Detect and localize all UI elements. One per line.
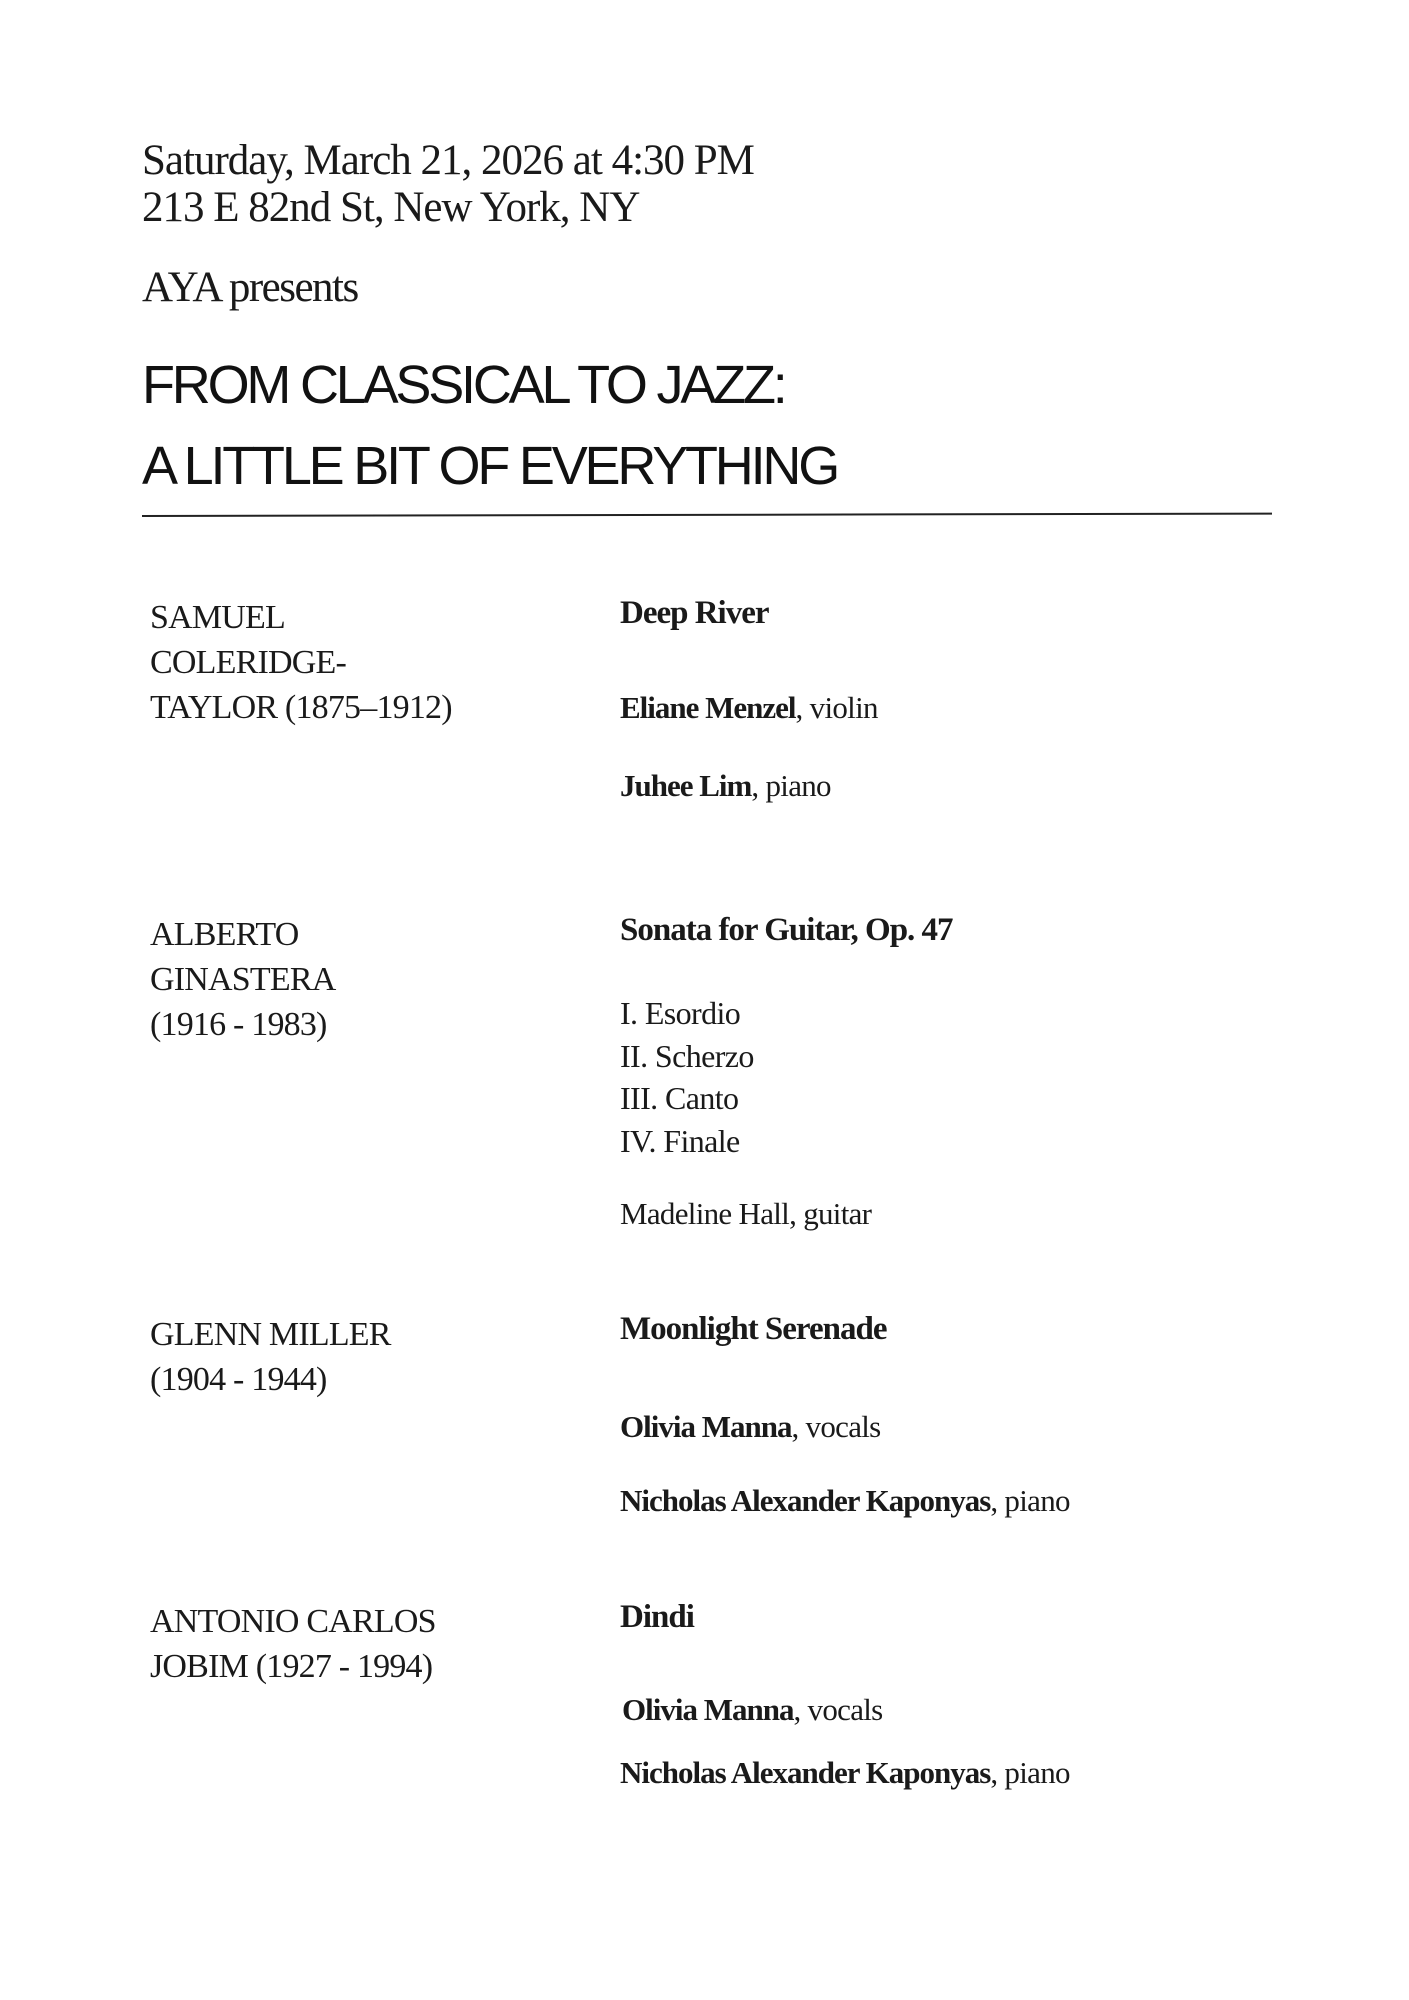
composer-line: COLERIDGE- [150,644,346,681]
movement-item: IV. Finale [620,1122,740,1159]
composer-line: ALBERTO [150,916,299,953]
performer-role: , piano [990,1755,1070,1790]
movement-item: III. Canto [620,1080,739,1117]
performer-line [620,688,878,728]
event-datetime: Saturday, March 21, 2026 at 4:30 PM [142,137,754,184]
performer-role: , vocals [793,1692,883,1727]
performer-role: , violin [795,690,878,725]
composer-line: GINASTERA [150,961,336,998]
composer-line: SAMUEL [150,599,285,636]
composer-line: TAYLOR (1875–1912) [150,689,452,726]
presenter-line: AYA presents [142,264,358,311]
performer-line [620,1753,1070,1793]
piece-title-deep-river: Deep River [620,595,769,631]
performer-name: Juhee Lim [620,768,752,803]
performer-line: Madeline Hall, guitar [620,1196,872,1231]
composer-jobim [150,1599,436,1689]
composer-ginastera [150,912,335,1047]
composer-glenn-miller [150,1312,391,1402]
performer-line [620,1481,1070,1521]
performer-line [622,1690,883,1730]
movement-list [620,992,754,1162]
composer-line: JOBIM (1927 - 1994) [150,1648,433,1685]
piece-title-dindi: Dindi [620,1599,694,1635]
performer-name: Nicholas Alexander Kaponyas [620,1755,991,1790]
performer-name: Eliane Menzel [620,690,796,725]
composer-line: (1916 - 1983) [150,1006,327,1043]
piece-title-guitar-sonata: Sonata for Guitar, Op. 47 [620,912,953,948]
performer-line [620,1407,881,1447]
performer-role: , piano [751,768,831,803]
performer-line [620,766,831,806]
event-title-line-1: FROM CLASSICAL TO JAZZ: [142,355,785,415]
composer-line: ANTONIO CARLOS [150,1603,436,1640]
movement-item: I. Esordio [620,995,741,1031]
performer-role: , vocals [791,1409,881,1444]
performer-name: Olivia Manna [622,1692,794,1727]
piece-title-moonlight-serenade: Moonlight Serenade [620,1311,887,1347]
composer-coleridge-taylor [150,595,452,730]
title-divider [142,513,1272,517]
composer-line: (1904 - 1944) [150,1361,327,1398]
movement-item: II. Scherzo [620,1037,754,1074]
composer-line: GLENN MILLER [150,1316,391,1353]
performer-name: Olivia Manna [620,1409,792,1444]
event-title-line-2: A LITTLE BIT OF EVERYTHING [142,436,838,496]
event-address: 213 E 82nd St, New York, NY [142,184,640,231]
performer-role: , piano [990,1483,1070,1518]
performer-name: Nicholas Alexander Kaponyas [620,1483,991,1518]
